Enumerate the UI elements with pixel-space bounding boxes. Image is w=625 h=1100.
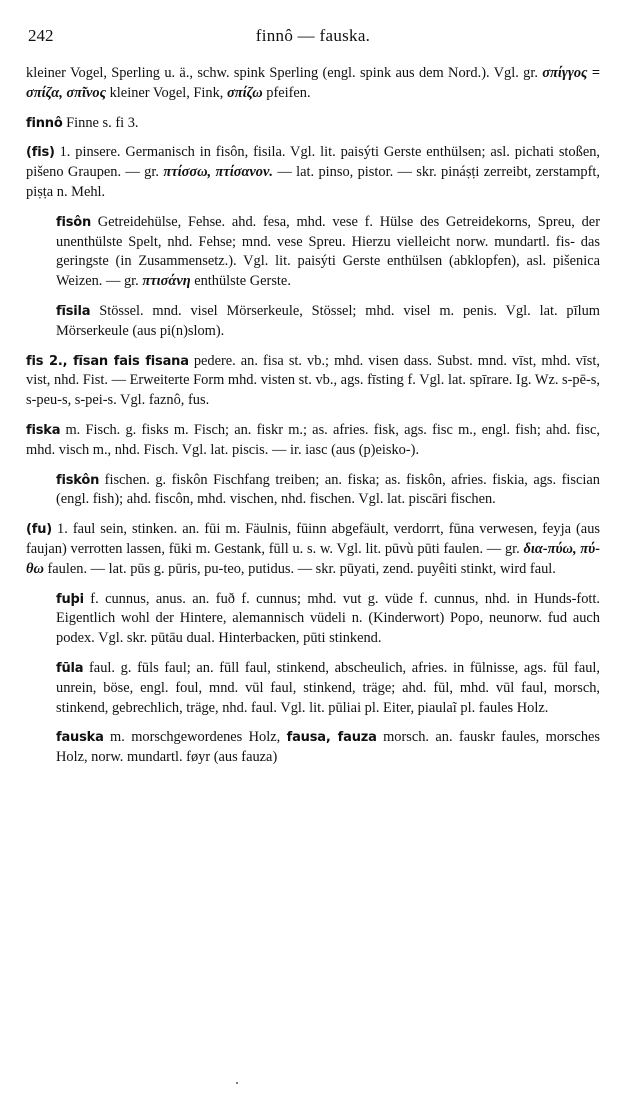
entry-fula: fūla faul. g. fūls faul; an. fūll faul, stinkend, abscheulich, afries. in fūlnisse, ags. fūl faul, unrein, böse, engl. foul, mnd. vūl faul, stinkend, träge; ahd. fūl, mhd. vūl faul, morsch, stinkend, gebrechlich, träge, nhd. faul. Vgl. lit. pūliai pl. Eiter, piaulaĩ pl. faules Holz. (56, 659, 600, 716)
headword-secondary: fausa, fauza (286, 730, 377, 746)
headword: fīsila (56, 303, 91, 319)
running-header (26, 26, 600, 48)
headword: finnô (26, 115, 63, 131)
entry-fison: fisôn Getreidehülse, Fehse. ahd. fesa, mhd. vese f. Hülse des Getreidekorns, Spreu, der unenthülste Spelt, nhd. Fehse; mnd. vese Spreu. Hierzu vielleicht norw. mundartl. fis- das geringste (in Zusammensetz.). Vgl. lit. paisýti Gerste enthülsen (abklopfen), asl. pišenica Weizen. — gr. πτισάνη enthülste Gerste. (56, 213, 600, 290)
headword: fisôn (56, 214, 92, 230)
entry-fis-2: fis 2., fīsan fais fisana pedere. an. fisa st. vb.; mhd. visen dass. Subst. mnd. vīst, mhd. vīst, vist, nhd. Fist. — Erweiterte Form mhd. visten st. vb., ags. fīsting f. Vgl. lat. spīrare. Ig. Wz. s-pē-s, s-peu-s, s-pei-s. Vgl. faznô, fus. (26, 352, 600, 409)
page-title: finnô — fauska. (255, 26, 371, 45)
entry-fiska: fiska m. Fisch. g. fisks m. Fisch; an. fiskr m.; as. afries. fisk, ags. fisc m., engl. fish; ahd. fisc, mhd. visch m., nhd. Fisch. Vgl. lat. piscis. — ir. iasc (aus (p)eisko-). (26, 421, 600, 458)
headword: (fu) (26, 522, 52, 538)
entry-fis-1: (fis) 1. pinsere. Germanisch in fisôn, fisila. Vgl. lit. paisýti Gerste enthülsen; asl. pichati stoßen, pišeno Graupen. — gr. πτίσσω, πτίσανον. — lat. pinso, pistor. — skr. pináṣṭi zerreibt, zerstampft, piṣṭa n. Mehl. (26, 144, 600, 200)
dictionary-body (26, 64, 600, 778)
headword: fiska (26, 422, 61, 438)
dictionary-page (26, 0, 600, 1100)
entry-fiskon: fiskôn fischen. g. fiskôn Fischfang treiben; an. fiska; as. fiskôn, afries. fiskia, ags. fiscian (engl. fish); ahd. fiscôn, mhd. vischen, nhd. fischen. Vgl. lat. piscāri fischen. (56, 471, 600, 508)
headword: fauska (56, 730, 104, 746)
print-speck (236, 1082, 238, 1084)
entry-continuation: kleiner Vogel, Sperling u. ä., schw. spink Sperling (engl. spink aus dem Nord.). Vgl. gr. σπίγγος = σπίζα, σπῖνος kleiner Vogel, Fink, σπίζω pfeifen. (26, 65, 600, 101)
headword: (fis) (26, 145, 55, 161)
entry-fu-1: (fu) 1. faul sein, stinken. an. fūi m. Fäulnis, fūinn abgefäult, verdorrt, fūna verwesen, feyja (aus faujan) verrotten lassen, fūki m. Gestank, fūll u. s. w. Vgl. lit. pūvù pūti faulen. — gr. δια-πύω, πύ-θω faulen. — lat. pūs g. pūris, pu-teo, putidus. — skr. pūyati, zend. puyêiti stinkt, wird faul. (26, 521, 600, 577)
headword: fūla (56, 660, 84, 676)
headword: fis 2., fīsan fais fisana (26, 353, 189, 369)
entry-fisila: fīsila Stössel. mnd. visel Mörserkeule, Stössel; mhd. visel m. penis. Vgl. lat. pīlum Mörserkeule (aus pi(n)slom). (56, 302, 600, 339)
headword: fuþi (56, 591, 84, 607)
entry-futhi: fuþi f. cunnus, anus. an. fuð f. cunnus; mhd. vut g. vüde f. cunnus, nhd. in Hunds-fott. Eigentlich wohl der Hintere, alemannisch vüdeli n. (Kinderwort) Popo, neunorw. fud auch podex. Vgl. skr. pūtāu dual. Hinterbacken, pūti stinkend. (56, 590, 600, 647)
page-number: 242 (28, 26, 54, 45)
headword: fiskôn (56, 472, 100, 488)
entry-finno: finnô Finne s. fi 3. (26, 114, 139, 131)
entry-fauska: fauska m. morschgewordenes Holz, fausa, fauza morsch. an. fauskr faules, morsches Holz, norw. mundartl. føyr (aus fauza) (56, 729, 600, 766)
